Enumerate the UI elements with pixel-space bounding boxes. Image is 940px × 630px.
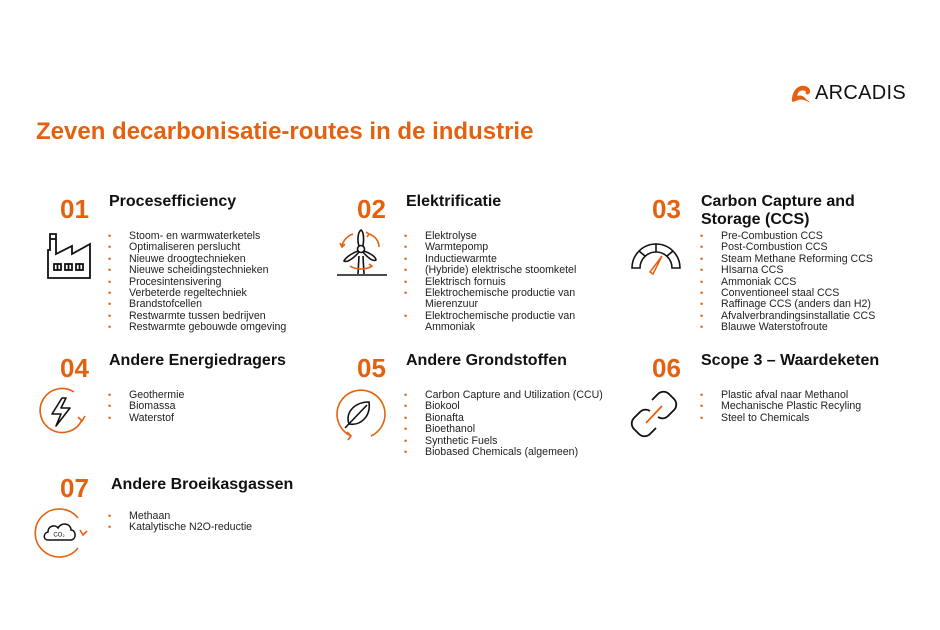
list-item: • Carbon Capture and Utilization (CCU) xyxy=(404,390,603,401)
page-title: Zeven decarbonisatie-routes in de industrie xyxy=(36,118,534,145)
route-number: 06 xyxy=(652,353,681,383)
list-item: • Restwarmte tussen bedrijven xyxy=(108,311,286,322)
list-item: • Nieuwe scheidingstechnieken xyxy=(108,265,286,276)
list-item: • Post-Combustion CCS xyxy=(700,242,875,253)
route-items xyxy=(404,390,603,458)
list-item: • Brandstofcellen xyxy=(108,299,286,310)
co2-label: CO₂ xyxy=(53,532,65,539)
list-item: • Pre-Combustion CCS xyxy=(700,231,875,242)
list-item: • Katalytische N2O-reductie xyxy=(108,522,252,533)
route-number: 05 xyxy=(357,353,386,383)
route-heading: Andere Broeikasgassen xyxy=(111,476,294,493)
list-item: • Ammoniak CCS xyxy=(700,277,875,288)
list-item: • Geothermie xyxy=(108,390,184,401)
route-heading: Carbon Capture and Storage (CCS) xyxy=(701,193,855,228)
list-item: • Biobased Chemicals (algemeen) xyxy=(404,447,603,458)
route-heading: Andere Grondstoffen xyxy=(406,352,567,369)
list-item: • HIsarna CCS xyxy=(700,265,875,276)
list-item: • Raffinage CCS (anders dan H2) xyxy=(700,299,875,310)
list-item: • Inductiewarmte xyxy=(404,254,595,265)
route-items xyxy=(404,231,595,334)
route-number: 07 xyxy=(60,473,89,503)
list-item: • Steel to Chemicals xyxy=(700,413,861,424)
list-item: • (Hybride) elektrische stoomketel xyxy=(404,265,595,276)
leaf-cycle-icon xyxy=(331,386,387,442)
route-heading: Elektrificatie xyxy=(406,193,502,210)
brand-name: ARCADIS xyxy=(815,82,907,104)
route-items xyxy=(700,390,861,424)
list-item: • Procesintensivering xyxy=(108,277,286,288)
route-items xyxy=(108,231,286,334)
list-item: • Blauwe Waterstofroute xyxy=(700,322,875,333)
route-items xyxy=(108,511,252,534)
list-item: • Plastic afval naar Methanol xyxy=(700,390,861,401)
co2-cloud-cycle-icon xyxy=(34,504,90,560)
factory-icon xyxy=(44,228,100,284)
list-item: • Elektrisch fornuis xyxy=(404,277,595,288)
list-item: • Waterstof xyxy=(108,413,184,424)
list-item: • Verbeterde regeltechniek xyxy=(108,288,286,299)
list-item: • Mechanische Plastic Recyling xyxy=(700,401,861,412)
route-heading: Scope 3 – Waardeketen xyxy=(701,352,880,369)
list-item: • Synthetic Fuels xyxy=(404,436,603,447)
list-item: • Elektrolyse xyxy=(404,231,595,242)
gauge-icon xyxy=(628,228,684,284)
chain-link-icon xyxy=(626,386,682,442)
route-items xyxy=(108,390,184,424)
route-number: 02 xyxy=(357,194,386,224)
list-item: • Stoom- en warmwaterketels xyxy=(108,231,286,242)
list-item: • Methaan xyxy=(108,511,252,522)
route-heading: Andere Energiedragers xyxy=(109,352,286,369)
list-item: • Optimaliseren perslucht xyxy=(108,242,286,253)
route-items xyxy=(700,231,875,334)
list-item: • Conventioneel staal CCS xyxy=(700,288,875,299)
route-number: 01 xyxy=(60,194,89,224)
wind-turbine-icon xyxy=(333,226,389,282)
route-number: 03 xyxy=(652,194,681,224)
list-item: • Nieuwe droogtechnieken xyxy=(108,254,286,265)
list-item: • Restwarmte gebouwde omgeving xyxy=(108,322,286,333)
route-heading: Procesefficiency xyxy=(109,193,237,210)
list-item: • Warmtepomp xyxy=(404,242,595,253)
list-item: • Elektrochemische productie van Mierenzuur xyxy=(404,288,595,311)
list-item: • Steam Methane Reforming CCS xyxy=(700,254,875,265)
arcadis-logo xyxy=(790,82,906,105)
list-item: • Bionafta xyxy=(404,413,603,424)
list-item: • Elektrochemische productie van Ammoniak xyxy=(404,311,595,334)
list-item: • Bioethanol xyxy=(404,424,603,435)
list-item: • Biomassa xyxy=(108,401,184,412)
arcadis-logo-icon xyxy=(790,83,812,105)
route-number: 04 xyxy=(60,353,89,383)
list-item: • Afvalverbrandingsinstallatie CCS xyxy=(700,311,875,322)
lightning-cycle-icon xyxy=(34,384,90,440)
list-item: • Biokool xyxy=(404,401,603,412)
